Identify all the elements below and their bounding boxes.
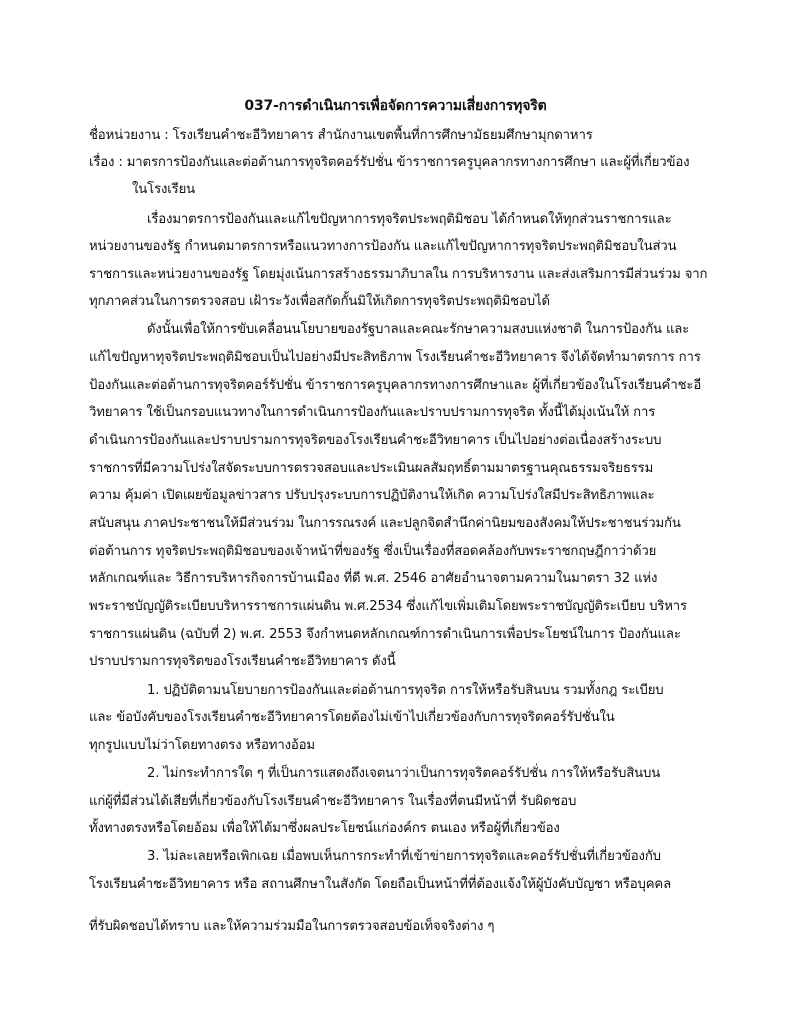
- document-title: 037-การดำเนินการเพื่อจัดการความเสี่ยงการทุจริต: [244, 98, 547, 114]
- org-name-line: ชื่อหน่วยงาน : โรงเรียนคำชะอีวิทยาคาร สำนักงานเขตพื้นที่การศึกษามัธยมศึกษามุกดาหาร: [89, 128, 593, 143]
- item-2-line-3: ทั้งทางตรงหรือโดยอ้อม เพื่อให้ได้มาซึ่งผลประโยชน์แก่องค์กร ตนเอง หรือผู้ที่เกี่ยวข้อง: [89, 821, 560, 836]
- paragraph-2-line-7: ความ คุ้มค่า เปิดเผยข้อมูลข่าวสาร ปรับปรุงระบบการปฏิบัติงานให้เกิด ความโปร่งใสมีประสิทธิภาพและ: [89, 488, 655, 503]
- paragraph-2-line-6: ราชการที่มีความโปร่งใสจัดระบบการตรวจสอบและประเมินผลสัมฤทธิ์ตามมาตรฐานคุณธรรมจริยธรรม: [89, 461, 654, 476]
- paragraph-2-line-5: ดำเนินการป้องกันและปราบปรามการทุจริตของโรงเรียนคำชะอีวิทยาคาร เป็นไปอย่างต่อเนื่องสร้างระบบ: [89, 433, 662, 448]
- item-1-line-2: และ ข้อบังคับของโรงเรียนคำชะอีวิทยาคารโดยต้องไม่เข้าไปเกี่ยวข้องกับการทุจริตคอร์รัปชั่นใน: [89, 710, 615, 725]
- item-1-line-3: ทุกรูปแบบไม่ว่าโดยทางตรง หรือทางอ้อม: [89, 738, 315, 753]
- subject-line-cont: ในโรงเรียน: [132, 182, 196, 197]
- item-2-line-1: 2. ไม่กระทำการใด ๆ ที่เป็นการแสดงถึงเจตนาว่าเป็นการทุจริตคอร์รัปชั่น การให้หรือรับสินบน: [147, 766, 661, 781]
- paragraph-2-line-3: ป้องกันและต่อต้านการทุจริตคอร์รัปชั่น ข้าราชการครูบุคลากรทางการศึกษาและ ผู้ที่เกี่ยวข้องในโรงเรียนคำชะอี: [89, 378, 702, 393]
- paragraph-2-line-2: แก้ไขปัญหาทุจริตประพฤติมิชอบเป็นไปอย่างมีประสิทธิภาพ โรงเรียนคำชะอีวิทยาคาร จึงได้จัดทำมาตรการ การ: [89, 350, 701, 365]
- paragraph-2-line-8: สนับสนุน ภาคประชาชนให้มีส่วนร่วม ในการรณรงค์ และปลูกจิตสำนึกค่านิยมของสังคมให้ประชาชนร่วมกัน: [89, 516, 681, 531]
- paragraph-2-line-10: หลักเกณฑ์และ วิธีการบริหารกิจการบ้านเมือง ที่ดี พ.ศ. 2546 อาศัยอำนาจตามความในมาตรา 32 แห่ง: [89, 571, 658, 586]
- paragraph-1-line-3: ราชการและหน่วยงานของรัฐ โดยมุ่งเน้นการสร้างธรรมาภิบาลใน การบริหารงาน และส่งเสริมการมีส่วนร่วม จาก: [89, 267, 708, 282]
- paragraph-2-line-9: ต่อต้านการ ทุจริตประพฤติมิชอบของเจ้าหน้าที่ของรัฐ ซึ่งเป็นเรื่องที่สอดคล้องกับพระราชกฤษฎีกาว่าด้วย: [89, 544, 657, 559]
- paragraph-2-line-12: ราชการแผ่นดิน (ฉบับที่ 2) พ.ศ. 2553 จึงกำหนดหลักเกณฑ์การดำเนินการเพื่อประโยชน์ในการ ป้องกันและ: [89, 627, 681, 642]
- paragraph-1-line-4: ทุกภาคส่วนในการตรวจสอบ เฝ้าระวังเพื่อสกัดกั้นมิให้เกิดการทุจริตประพฤติมิชอบได้: [89, 294, 550, 309]
- paragraph-1-line-1: เรื่องมาตรการป้องกันและแก้ไขปัญหาการทุจริตประพฤติมิชอบ ได้กำหนดให้ทุกส่วนราชการและ: [147, 212, 672, 227]
- item-1-line-1: 1. ปฏิบัติตามนโยบายการป้องกันและต่อต้านการทุจริต การให้หรือรับสินบน รวมทั้งกฎ ระเบียบ: [147, 683, 664, 698]
- subject-line: เรื่อง : มาตรการป้องกันและต่อต้านการทุจริตคอร์รัปชั่น ข้าราชการครูบุคลากรทางการศึกษา และผู้ที่เกี่ยวข้อง: [89, 155, 690, 170]
- item-3-line-3: ที่รับผิดชอบได้ทราบ และให้ความร่วมมือในการตรวจสอบข้อเท็จจริงต่าง ๆ: [89, 919, 495, 934]
- item-2-line-2: แก่ผู้ที่มีส่วนได้เสียที่เกี่ยวข้องกับโรงเรียนคำชะอีวิทยาคาร ในเรื่องที่ตนมีหน้าที่ รับผิดชอบ: [89, 794, 577, 809]
- paragraph-2-line-13: ปราบปรามการทุจริตของโรงเรียนคำชะอีวิทยาคาร ดังนี้: [89, 654, 396, 669]
- paragraph-2-line-4: วิทยาคาร ใช้เป็นกรอบแนวทางในการดำเนินการป้องกันและปราบปรามการทุจริต ทั้งนี้ได้มุ่งเน้นให้ การ: [89, 405, 656, 420]
- item-3-line-1: 3. ไม่ละเลยหรือเพิกเฉย เมื่อพบเห็นการกระทำที่เข้าข่ายการทุจริตและคอร์รัปชั่นที่เกี่ยวข้องกับ: [147, 849, 661, 864]
- item-3-line-2: โรงเรียนคำชะอีวิทยาคาร หรือ สถานศึกษาในสังกัด โดยถือเป็นหน้าที่ที่ต้องแจ้งให้ผู้บังคับบัญชา หรือบุคคล: [89, 877, 671, 892]
- paragraph-2-line-1: ดังนั้นเพื่อให้การขับเคลื่อนนโยบายของรัฐบาลและคณะรักษาความสงบแห่งชาติ ในการป้องกัน และ: [147, 322, 690, 337]
- paragraph-1-line-2: หน่วยงานของรัฐ กำหนดมาตรการหรือแนวทางการป้องกัน และแก้ไขปัญหาการทุจริตประพฤติมิชอบในส่วน: [89, 239, 677, 254]
- paragraph-2-line-11: พระราชบัญญัติระเบียบบริหารราชการแผ่นดิน พ.ศ.2534 ซึ่งแก้ไขเพิ่มเติมโดยพระราชบัญญัติระเบียบ บริหาร: [89, 599, 687, 614]
